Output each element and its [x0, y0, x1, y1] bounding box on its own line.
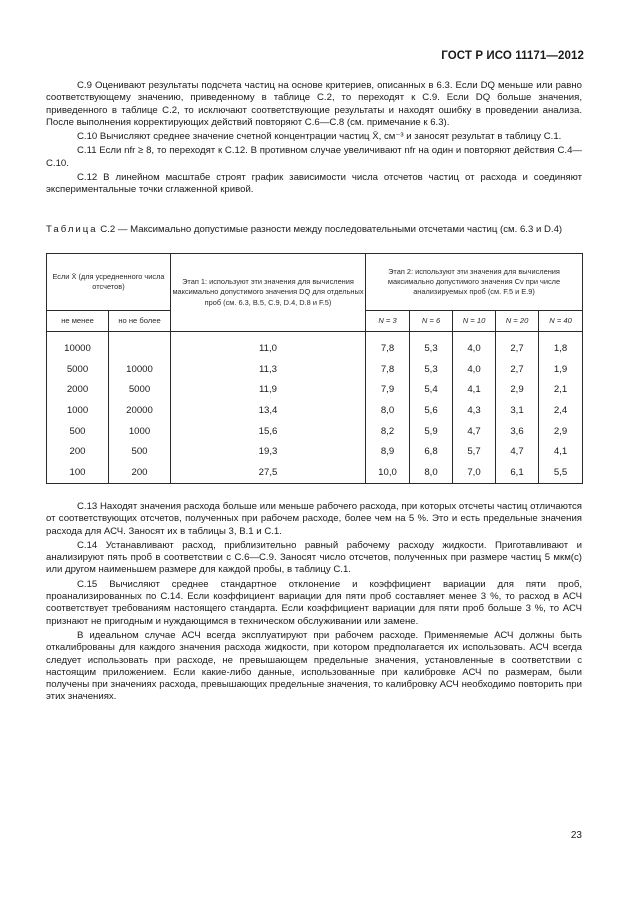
cell-n6: 8,0	[410, 462, 453, 483]
document-header: ГОСТ Р ИСО 11171—2012	[441, 50, 584, 62]
cell-n40: 5,5	[539, 462, 583, 483]
cell-stage1: 15,6	[171, 421, 366, 442]
header-n6: N = 6	[410, 311, 453, 332]
cell-n10: 4,3	[453, 400, 496, 421]
paragraph-c11: С.11 Если nfr ≥ 8, то переходят к С.12. В противном случае увеличивают nfr на один и повторяют действия С.4—С.10.	[46, 145, 582, 169]
header-n40: N = 40	[539, 311, 583, 332]
page-number: 23	[570, 830, 582, 841]
table-row	[47, 441, 583, 462]
cell-min: 2000	[47, 379, 109, 400]
paragraph-c12: С.12 В линейном масштабе строят график зависимости числа отсчетов частиц от расхода и соединяют экспериментальные точки сглаженной кривой.	[46, 172, 582, 196]
header-if-mean-count: Если X̄ (для усредненного числа отсчетов)	[47, 254, 171, 311]
cell-n20: 4,7	[496, 441, 539, 462]
cell-n10: 4,7	[453, 421, 496, 442]
cell-n10: 5,7	[453, 441, 496, 462]
cell-n3: 10,0	[366, 462, 410, 483]
cell-n6: 5,3	[410, 338, 453, 359]
cell-n6: 6,8	[410, 441, 453, 462]
table-body	[47, 332, 583, 484]
cell-n3: 8,9	[366, 441, 410, 462]
table-caption-text: С.2 — Максимально допустимые разности между последовательными отсчетами частиц (см. 6.3 и D.4)	[97, 224, 563, 235]
cell-n10: 4,0	[453, 338, 496, 359]
cell-n20: 3,1	[496, 400, 539, 421]
cell-n20: 6,1	[496, 462, 539, 483]
cell-n6: 5,9	[410, 421, 453, 442]
paragraphs-top	[46, 80, 582, 197]
cell-n20: 2,9	[496, 379, 539, 400]
cell-n10: 7,0	[453, 462, 496, 483]
cell-max	[109, 338, 171, 359]
cell-n6: 5,4	[410, 379, 453, 400]
table-row	[47, 379, 583, 400]
cell-n40: 4,1	[539, 441, 583, 462]
cell-n40: 2,1	[539, 379, 583, 400]
cell-max: 200	[109, 462, 171, 483]
cell-n40: 1,8	[539, 338, 583, 359]
header-min: не менее	[47, 311, 109, 332]
cell-n20: 2,7	[496, 359, 539, 380]
header-stage-2: Этап 2: используют эти значения для вычисления максимально допустимого значения Cv при числе анализируемых проб (см. F.5 и Е.9)	[366, 254, 583, 311]
cell-stage1: 27,5	[171, 462, 366, 483]
cell-min: 200	[47, 441, 109, 462]
table-row	[47, 359, 583, 380]
cell-min: 10000	[47, 338, 109, 359]
cell-min: 100	[47, 462, 109, 483]
cell-n40: 2,4	[539, 400, 583, 421]
paragraph-c15: С.15 Вычисляют среднее стандартное отклонение и коэффициент вариации для пяти проб, проанализированных по С.14. Если коэффициент вариации для пяти проб составляет менее 3 %, то расход в АСЧ соответствует требованиям настоящего стандарта. Если коэффициент вариации для пяти проб больше 3 %, то АСЧ признают не пригодным и нуждающимся в техническом обслуживании или замене.	[46, 578, 582, 627]
cell-n3: 7,8	[366, 338, 410, 359]
cell-min: 1000	[47, 400, 109, 421]
table-row	[47, 400, 583, 421]
table-row	[47, 338, 583, 359]
cell-n3: 8,2	[366, 421, 410, 442]
paragraph-c13: С.13 Находят значения расхода больше или меньше рабочего расхода, при которых отсчеты частиц отличаются от соответствующих отсчетов, полученных при рабочем расходе, более чем на 5 %. Это и есть предельные значения расхода для АСЧ. Заносят их в таблицы 3, В.1 и С.1.	[46, 501, 582, 537]
paragraph-ideal-case: В идеальном случае АСЧ всегда эксплуатируют при рабочем расходе. Применяемые АСЧ должны быть откалиброваны для каждого значения расхода жидкости, при котором предполагается их использовать. АСЧ всегда следует использовать при расходе, не превышающем предельные значения, установленные в соответствии с настоящим приложением. Если какие-либо данные, использованные при калибровке АСЧ по размерам, были получены при значениях расхода, превышающих предельные значения, то калибровку АСЧ необходимо повторить при этих значениях.	[46, 629, 582, 703]
cell-n3: 7,9	[366, 379, 410, 400]
table-caption	[46, 224, 582, 236]
cell-stage1: 11,9	[171, 379, 366, 400]
table-row	[47, 462, 583, 483]
table-row	[47, 421, 583, 442]
cell-n20: 3,6	[496, 421, 539, 442]
table-c2	[46, 253, 583, 484]
cell-n40: 1,9	[539, 359, 583, 380]
header-n3: N = 3	[366, 311, 410, 332]
cell-n3: 8,0	[366, 400, 410, 421]
cell-n6: 5,6	[410, 400, 453, 421]
paragraph-c14: С.14 Устанавливают расход, приблизительно равный рабочему расходу жидкости. Приготавливают и анализируют пять проб в соответствии с С.6—С.9. Заносят число отсчетов, полученных при размере частиц 5 мкм(с) или другом наименьшем размере для каждой пробы, в таблицу С.1.	[46, 539, 582, 576]
cell-max: 10000	[109, 359, 171, 380]
cell-n6: 5,3	[410, 359, 453, 380]
cell-max: 1000	[109, 421, 171, 442]
cell-stage1: 11,3	[171, 359, 366, 380]
header-n10: N = 10	[453, 311, 496, 332]
cell-stage1: 19,3	[171, 441, 366, 462]
cell-min: 500	[47, 421, 109, 442]
cell-stage1: 11,0	[171, 338, 366, 359]
table-caption-prefix: Таблица	[46, 224, 98, 235]
cell-max: 500	[109, 441, 171, 462]
cell-stage1: 13,4	[171, 400, 366, 421]
paragraph-c10: С.10 Вычисляют среднее значение счетной концентрации частиц X̄, см⁻³ и заносят результат в таблицу С.1.	[77, 131, 562, 143]
header-max: но не более	[109, 311, 171, 332]
cell-n10: 4,0	[453, 359, 496, 380]
cell-n3: 7,8	[366, 359, 410, 380]
cell-min: 5000	[47, 359, 109, 380]
cell-max: 20000	[109, 400, 171, 421]
cell-n40: 2,9	[539, 421, 583, 442]
paragraph-c9: С.9 Оценивают результаты подсчета частиц на основе критериев, описанных в 6.3. Если DQ меньше или равно соответствующему значению, приведенному в таблице С.2, то переходят к С.9. Если DQ больше значения, приведенного в таблице С.2, то исключают соответствующие результаты и находят ошибку в проведении анализа. После выполнения корректирующих действий повторяют С.6—С.8 (см. примечание к 6.3).	[46, 80, 582, 128]
header-n20: N = 20	[496, 311, 539, 332]
cell-n20: 2,7	[496, 338, 539, 359]
header-stage-1: Этап 1: используют эти значения для вычисления максимально допустимого значения DQ для отдельных проб (см. 6.3, В.5, С.9, D.4, D.8 и F.5)	[171, 254, 366, 332]
paragraphs-bottom	[46, 501, 582, 704]
cell-max: 5000	[109, 379, 171, 400]
cell-n10: 4,1	[453, 379, 496, 400]
